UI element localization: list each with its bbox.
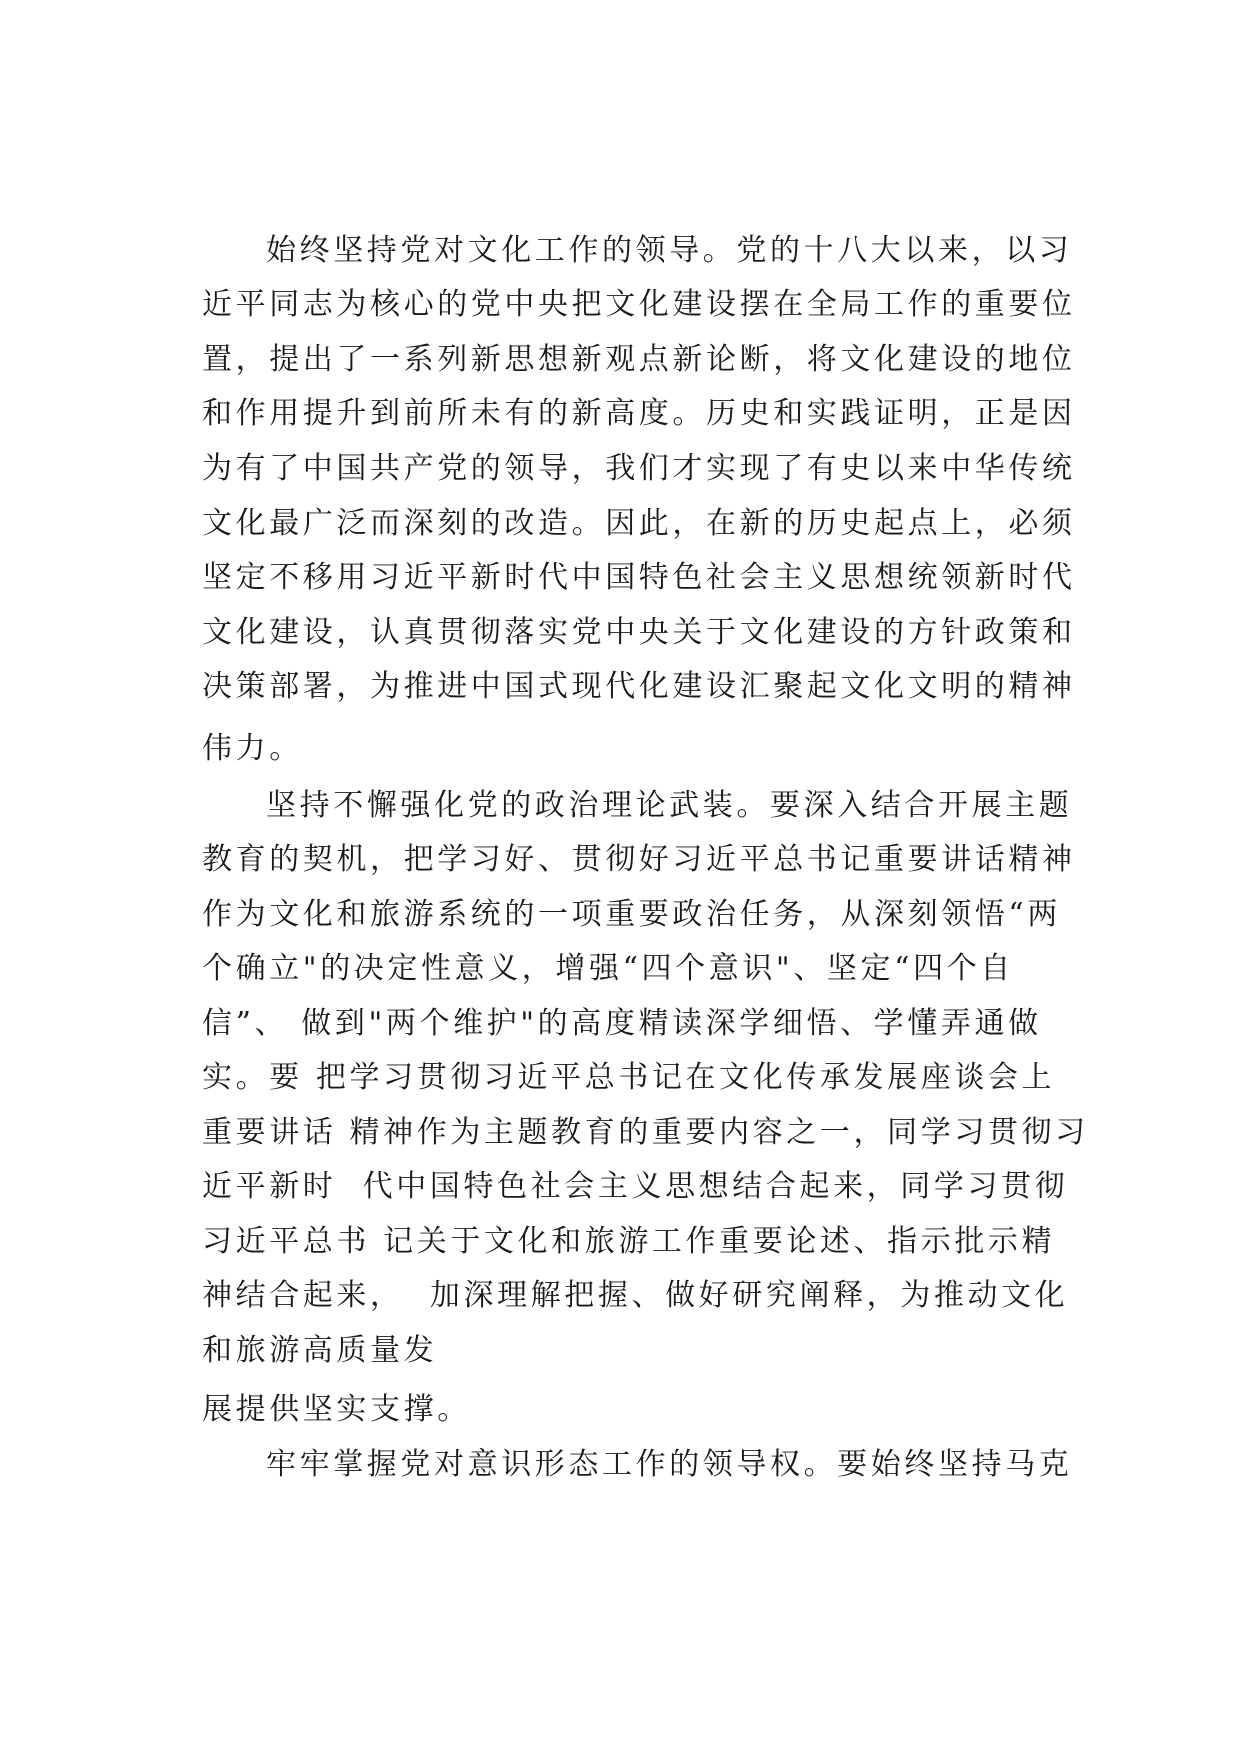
text-line: 文化建设，认真贯彻落实党中央关于文化建设的方针政策和 <box>202 615 1076 650</box>
text-line: 重要讲话 精神作为主题教育的重要内容之一，同学习贯彻习 <box>202 1115 1089 1150</box>
text-line: 决策部署，为推进中国式现代化建设汇聚起文化文明的精神 <box>202 669 1076 704</box>
text-line: 神结合起来， 加深理解把握、做好研究阐释，为推动文化 <box>202 1278 1069 1313</box>
text-line: 近平同志为核心的党中央把文化建设摆在全局工作的重要位 <box>202 287 1076 322</box>
text-line: 信”、 做到"两个维护"的高度精读深学细悟、学懂弄通做 <box>202 1006 1042 1041</box>
text-line: 个确立"的决定性意义，增强“四个意识"、坚定“四个自 <box>202 951 1014 986</box>
text-line: 和作用提升到前所未有的新高度。历史和实践证明，正是因 <box>202 396 1076 431</box>
text-line: 和旅游高质量发 <box>202 1333 438 1368</box>
text-line: 实。要 把学习贯彻习近平总书记在文化传承发展座谈会上 <box>202 1060 1056 1095</box>
text-line: 始终坚持党对文化工作的领导。党的十八大以来，以习 <box>266 233 1073 268</box>
text-line: 习近平总书 记关于文化和旅游工作重要论述、指示批示精 <box>202 1224 1056 1259</box>
text-line: 坚定不移用习近平新时代中国特色社会主义思想统领新时代 <box>202 560 1076 595</box>
text-line: 置，提出了一系列新思想新观点新论断，将文化建设的地位 <box>202 342 1076 377</box>
text-line: 伟力。 <box>202 731 303 766</box>
text-line: 文化最广泛而深刻的改造。因此，在新的历史起点上，必须 <box>202 506 1076 541</box>
text-line: 牢牢掌握党对意识形态工作的领导权。要始终坚持马克 <box>266 1447 1073 1482</box>
text-line: 展提供坚实支撑。 <box>202 1392 471 1427</box>
text-line: 为有了中国共产党的领导，我们才实现了有史以来中华传统 <box>202 451 1076 486</box>
text-line: 教育的契机，把学习好、贯彻好习近平总书记重要讲话精神 <box>202 842 1076 877</box>
text-line: 作为文化和旅游系统的一项重要政治任务，从深刻领悟“两 <box>202 897 1061 932</box>
text-line: 近平新时 代中国特色社会主义思想结合起来，同学习贯彻 <box>202 1169 1069 1204</box>
text-line: 坚持不懈强化党的政治理论武装。要深入结合开展主题 <box>266 788 1073 823</box>
